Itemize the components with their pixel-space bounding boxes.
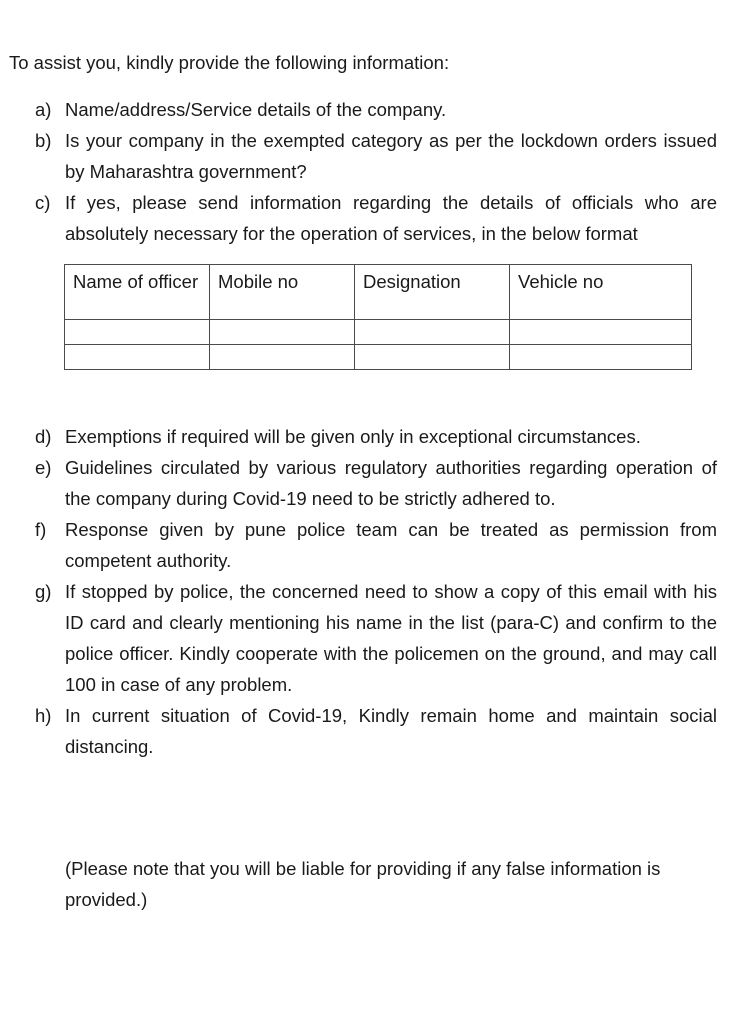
list-item-f — [35, 514, 717, 576]
table-cell — [510, 320, 692, 345]
list-marker: a) — [35, 99, 52, 120]
info-list-d-h — [35, 421, 717, 762]
list-item-text: Exemptions if required will be given only in exceptional circumstances. — [65, 426, 641, 447]
info-list-a-c — [35, 94, 717, 249]
table-cell — [355, 320, 510, 345]
list-item-g — [35, 576, 717, 700]
table-cell — [355, 345, 510, 370]
intro-text: To assist you, kindly provide the following information: — [9, 52, 450, 73]
table-cell — [65, 320, 210, 345]
table-cell — [510, 345, 692, 370]
list-item-text: Name/address/Service details of the company. — [65, 99, 447, 120]
list-item-b — [35, 125, 717, 187]
list-item-a — [35, 94, 717, 125]
list-item-e — [35, 452, 717, 514]
list-marker: f) — [35, 519, 47, 540]
table-row — [65, 345, 692, 370]
table-header-row — [65, 265, 692, 320]
disclaimer-note: (Please note that you will be liable for providing if any false information is provided.) — [65, 858, 661, 910]
header-name-of-officer: Name of officer — [65, 265, 210, 320]
list-marker: d) — [35, 426, 52, 447]
list-item-h — [35, 700, 717, 762]
list-item-text: Response given by pune police team can be treated as permission from competent authority. — [65, 519, 717, 571]
list-marker: e) — [35, 457, 52, 478]
list-item-c — [35, 187, 717, 249]
list-marker: c) — [35, 192, 51, 213]
header-vehicle-no: Vehicle no — [510, 265, 692, 320]
list-item-text: If stopped by police, the concerned need to show a copy of this email with his ID card and clearly mentioning his name in the list (para-C) and confirm to the police officer. Kindly cooperate with the policemen on the ground, and may call 100 in case of any problem. — [65, 581, 717, 695]
header-mobile-no: Mobile no — [210, 265, 355, 320]
list-item-text: Is your company in the exempted category as per the lockdown orders issued by Maharashtra government? — [65, 130, 717, 182]
table-cell — [210, 345, 355, 370]
table-cell — [210, 320, 355, 345]
header-designation: Designation — [355, 265, 510, 320]
list-item-text: Guidelines circulated by various regulatory authorities regarding operation of the company during Covid-19 need to be strictly adhered to. — [65, 457, 717, 509]
list-item-d — [35, 421, 717, 452]
list-marker: g) — [35, 581, 52, 602]
officer-details-table — [64, 264, 692, 370]
list-marker: h) — [35, 705, 52, 726]
table-row — [65, 320, 692, 345]
list-marker: b) — [35, 130, 52, 151]
list-item-text: In current situation of Covid-19, Kindly remain home and maintain social distancing. — [65, 705, 717, 757]
table-cell — [65, 345, 210, 370]
list-item-text: If yes, please send information regarding the details of officials who are absolutely necessary for the operation of services, in the below format — [65, 192, 717, 244]
